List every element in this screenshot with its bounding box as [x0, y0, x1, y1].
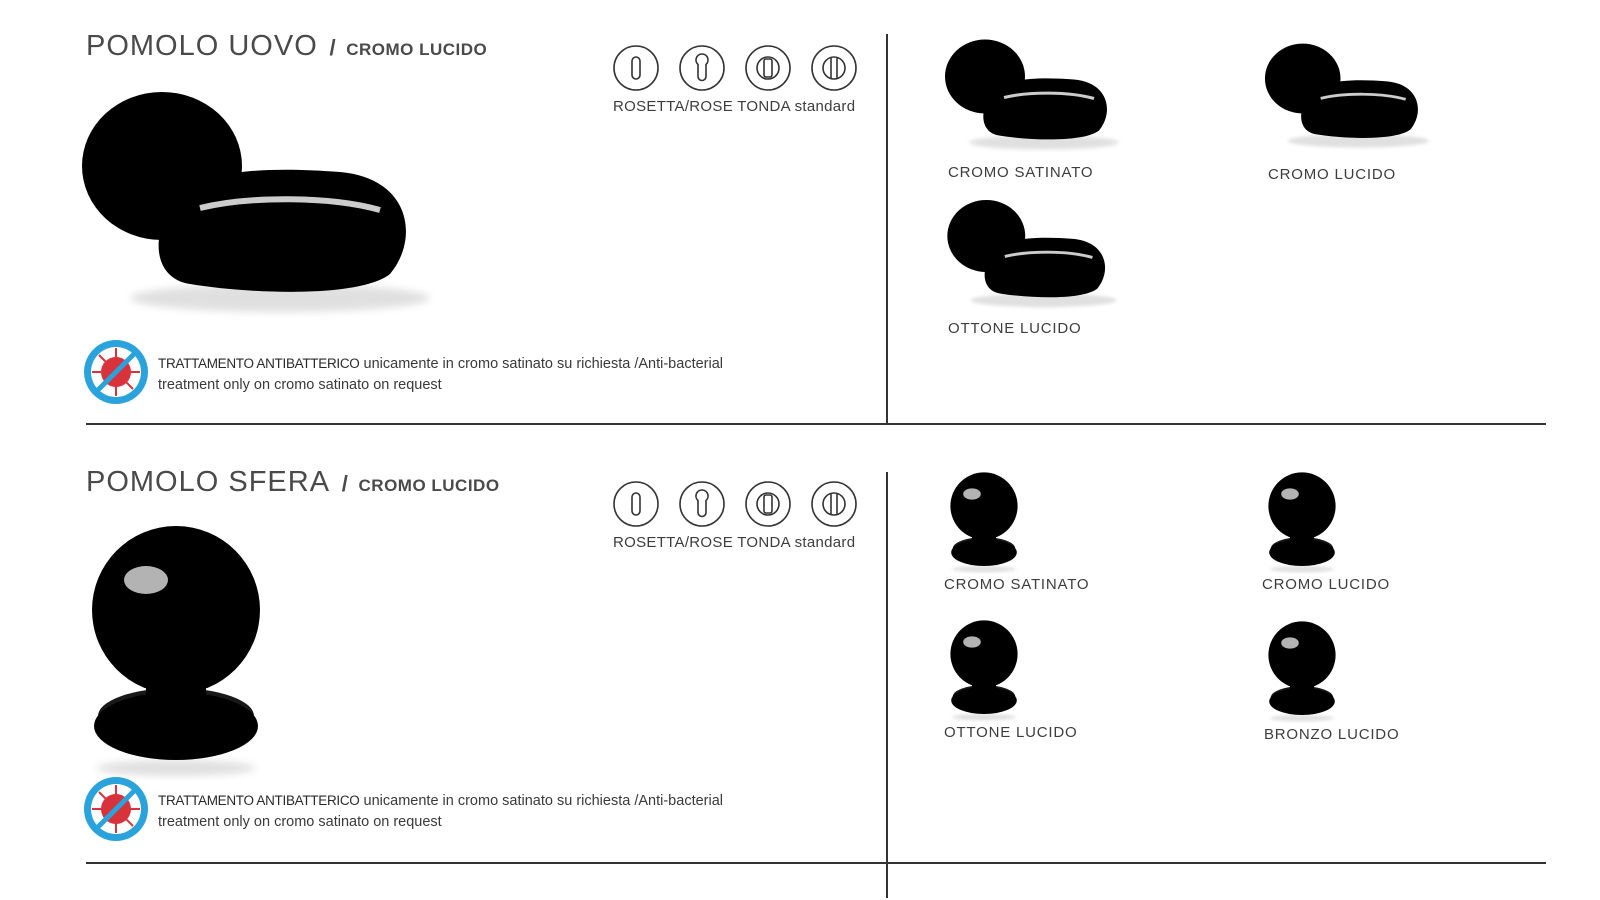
variant-label: OTTONE LUCIDO	[944, 724, 1078, 741]
horizontal-divider	[86, 862, 1546, 864]
variant-cromo-lucido	[1262, 470, 1390, 593]
section-pomolo-uovo	[0, 0, 1600, 425]
variant-image	[944, 618, 1024, 722]
variant-cromo-lucido	[1264, 40, 1434, 183]
section-title: POMOLO SFERA / CROMO LUCIDO	[86, 466, 500, 498]
product-name: POMOLO UOVO	[86, 30, 318, 62]
rose-cylinder-icon	[744, 44, 792, 92]
product-finish: CROMO LUCIDO	[358, 476, 500, 495]
rose-label: ROSETTA/ROSE TONDA standard	[613, 98, 856, 115]
variant-label: BRONZO LUCIDO	[1264, 726, 1400, 743]
variant-cromo-satinato	[944, 36, 1124, 181]
variant-image	[944, 36, 1124, 154]
variant-ottone-lucido	[944, 198, 1124, 337]
section-pomolo-sfera	[0, 436, 1600, 876]
variant-label: CROMO LUCIDO	[1268, 166, 1396, 183]
variant-label: CROMO LUCIDO	[1262, 576, 1390, 593]
rose-cylinder-icon	[744, 480, 792, 528]
variant-label: CROMO SATINATO	[948, 164, 1094, 181]
vertical-divider	[886, 34, 888, 424]
variant-image	[944, 198, 1124, 310]
anti-germ-badge-icon	[83, 339, 149, 405]
rose-privacy-icon	[810, 44, 858, 92]
product-finish: CROMO LUCIDO	[346, 40, 488, 59]
section-title: POMOLO UOVO / CROMO LUCIDO	[86, 30, 488, 62]
hero-product-image	[76, 520, 276, 780]
variant-bronzo-lucido	[1262, 618, 1399, 743]
hero-product-image	[80, 88, 440, 318]
rose-plain-icon	[612, 480, 660, 528]
rose-label: ROSETTA/ROSE TONDA standard	[613, 534, 856, 551]
horizontal-divider	[86, 423, 1546, 425]
rose-plain-icon	[612, 44, 660, 92]
product-name: POMOLO SFERA	[86, 466, 331, 498]
anti-germ-badge-icon	[83, 776, 149, 842]
variant-label: CROMO SATINATO	[944, 576, 1090, 593]
variant-cromo-satinato	[944, 470, 1089, 593]
rose-privacy-icon	[810, 480, 858, 528]
rose-keyhole-icon	[678, 480, 726, 528]
rose-icon-group	[612, 44, 858, 92]
rose-icon-group	[612, 480, 858, 528]
variant-image	[1264, 40, 1434, 152]
rose-keyhole-icon	[678, 44, 726, 92]
antibacterial-note: TRATTAMENTO ANTIBATTERICO unicamente in cromo satinato su richiesta /Anti-bacterial treatment only on cromo satinato on request	[158, 793, 723, 830]
vertical-divider	[886, 472, 888, 898]
variant-ottone-lucido	[944, 618, 1077, 741]
antibacterial-note: TRATTAMENTO ANTIBATTERICO unicamente in cromo satinato su richiesta /Anti-bacterial treatment only on cromo satinato on request	[158, 356, 723, 393]
variant-image	[944, 470, 1024, 574]
variant-image	[1262, 470, 1342, 574]
variant-label: OTTONE LUCIDO	[948, 320, 1082, 337]
variant-image	[1262, 618, 1342, 724]
